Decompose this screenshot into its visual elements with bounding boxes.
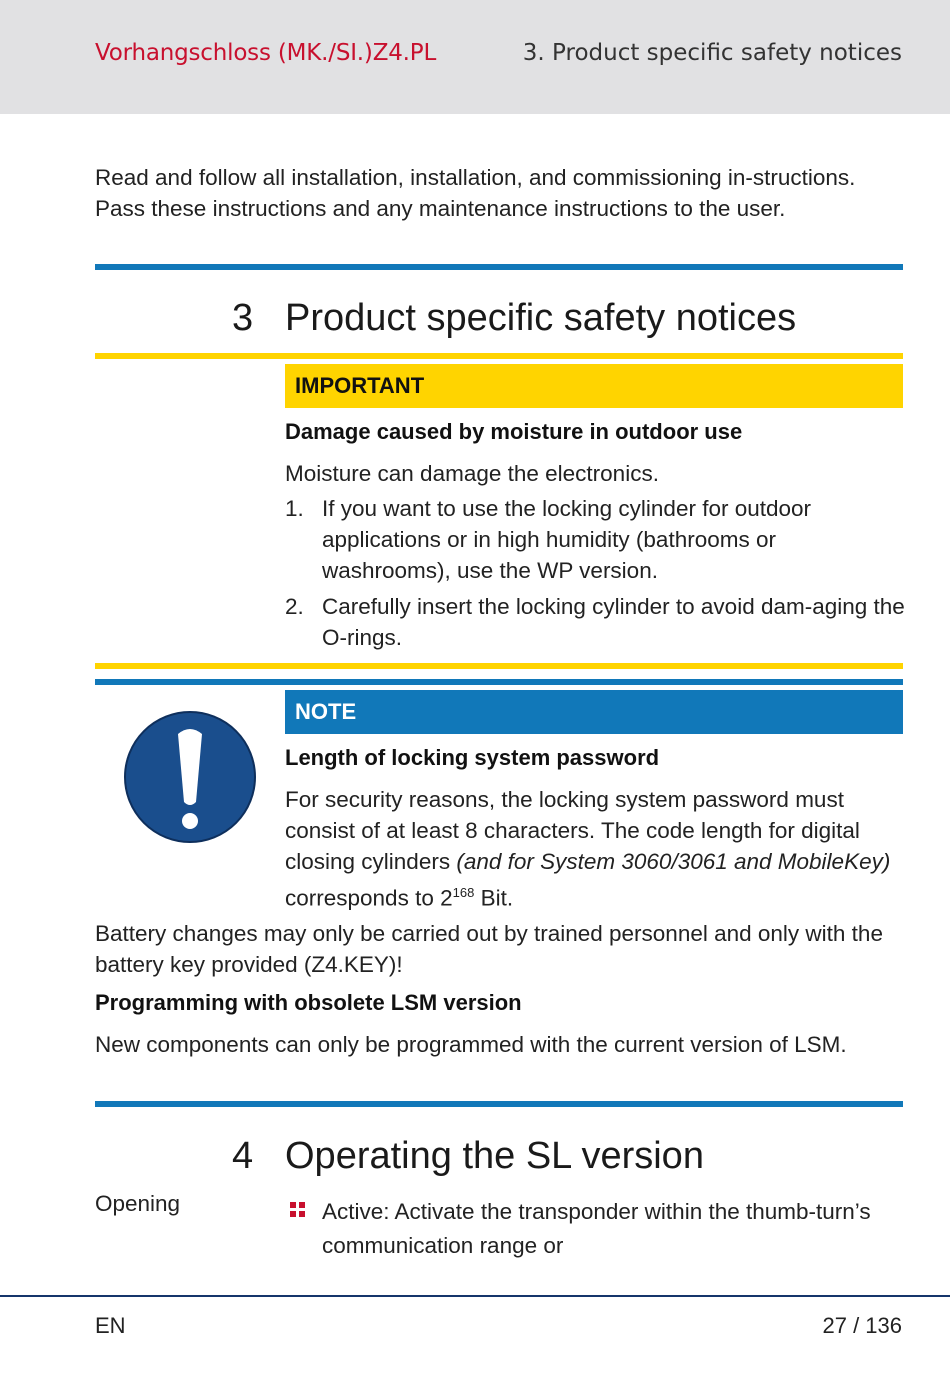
note-text xyxy=(285,784,900,914)
chapter-title: 3. Product specific safety notices xyxy=(522,40,902,66)
opening-label: Opening xyxy=(95,1191,181,1216)
important-banner: IMPORTANT xyxy=(285,364,903,408)
header-band xyxy=(0,0,950,114)
step-number: 1. xyxy=(285,496,304,521)
footer-rule xyxy=(0,1295,950,1297)
note-top-rule xyxy=(95,679,903,685)
obsolete-paragraph: New components can only be programmed with the current version of LSM. xyxy=(95,1032,847,1057)
important-top-rule xyxy=(95,353,903,359)
step-number: 2. xyxy=(285,594,304,619)
note-banner: NOTE xyxy=(285,690,903,734)
important-text: Moisture can damage the electronics. xyxy=(285,461,659,486)
section-title: Product specific safety notices xyxy=(285,297,797,339)
exponent: 168 xyxy=(452,885,475,900)
page-number: 27 / 136 xyxy=(822,1313,902,1338)
section-number: 4 xyxy=(232,1135,254,1177)
obsolete-heading: Programming with obsolete LSM version xyxy=(95,990,522,1015)
important-bottom-rule xyxy=(95,663,903,669)
step-text: Carefully insert the locking cylinder to avoid dam-aging the O-rings. xyxy=(322,594,905,650)
step-text: If you want to use the locking cylinder for outdoor applications or in high humidity (bathrooms or washrooms), use the WP version. xyxy=(322,496,812,583)
exclamation-icon xyxy=(123,710,257,844)
intro-paragraph: Read and follow all installation, installation, and commissioning in-structions. Pass these instructions and any maintenance instructions to the user. xyxy=(95,165,856,221)
divider xyxy=(95,1101,903,1107)
bullet-icon xyxy=(290,1202,305,1217)
bullet-text: Active: Activate the transponder within the thumb-turn’s communication range or xyxy=(322,1199,871,1258)
product-title: Vorhangschloss (MK./SI.)Z4.PL xyxy=(95,40,437,66)
note-text-part: Bit. xyxy=(474,885,514,911)
note-heading: Length of locking system password xyxy=(285,745,660,770)
footer-language: EN xyxy=(95,1313,126,1338)
list-item xyxy=(285,493,905,586)
note-text-italic: (and for System 3060/3061 and MobileKey) xyxy=(456,849,891,874)
battery-paragraph: Battery changes may only be carried out by trained personnel and only with the battery key provided (Z4.KEY)! xyxy=(95,921,883,977)
important-heading: Damage caused by moisture in outdoor use xyxy=(285,419,743,444)
section-title: Operating the SL version xyxy=(285,1135,704,1177)
list-item xyxy=(285,591,905,653)
important-steps xyxy=(285,493,905,658)
section-number: 3 xyxy=(232,297,254,339)
note-text-part: For security reasons, the locking system password must consist of at least 8 characters. The code length for digital closing cylinders xyxy=(285,787,860,874)
note-text-part: corresponds to 2 xyxy=(285,885,453,911)
divider xyxy=(95,264,903,270)
